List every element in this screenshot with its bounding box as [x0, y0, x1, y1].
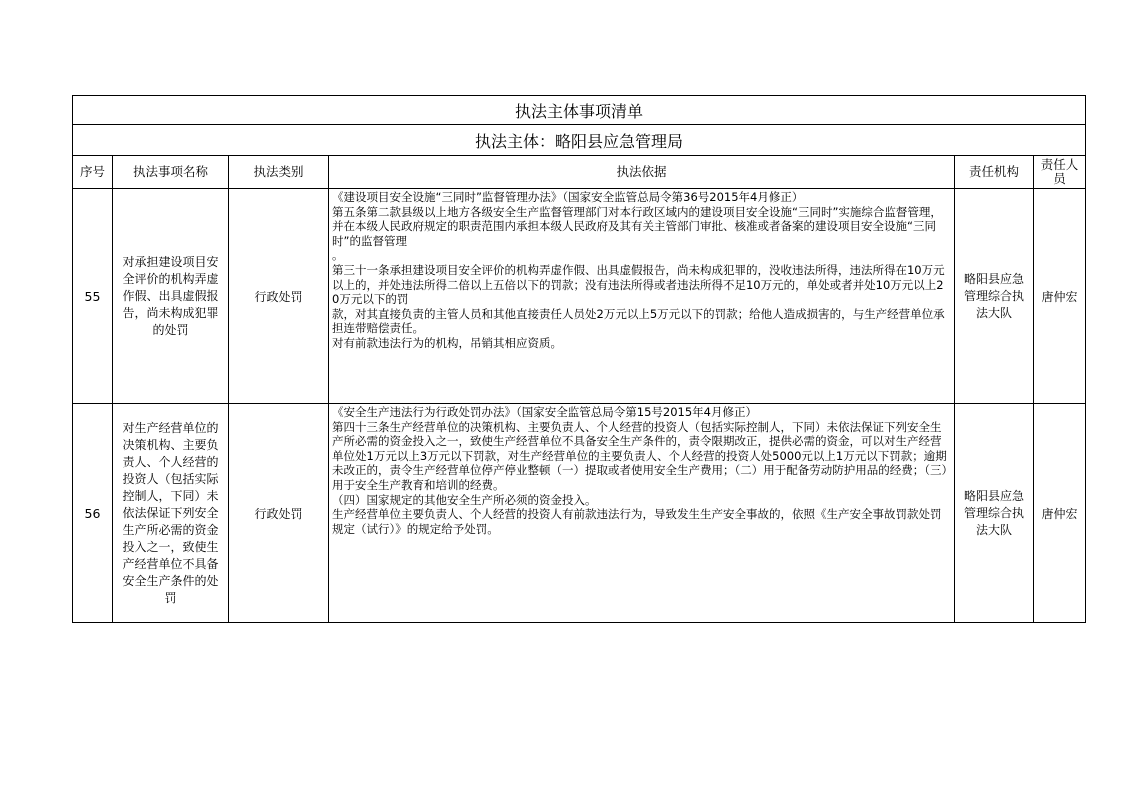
- col-header-name: 执法事项名称: [113, 156, 229, 189]
- responsible-org-cell: [955, 189, 1034, 404]
- header-row: [73, 156, 1086, 189]
- table-row: [73, 189, 1086, 404]
- item-name: 对生产经营单位的决策机构、主要负责人、个人经营的投资人（包括实际控制人，下同）未依法保证下列安全生产所必需的资金投入之一，致使生产经营单位不具备安全生产条件的处罚: [122, 420, 219, 605]
- item-basis-cell: [329, 189, 955, 404]
- table-row: [73, 404, 1086, 623]
- item-name: 对承担建设项目安全评价的机构弄虚作假、出具虚假报告，尚未构成犯罪的处罚: [122, 254, 219, 337]
- basis-paragraph: 第五条第二款县级以上地方各级安全生产监督管理部门对本行政区域内的建设项目安全设施“三同时”实施综合监督管理，并在本级人民政府规定的职责范围内承担本级人民政府及其有关主管部门审批、核准或者备案的建设项目安全设施“三同时”的监督管理: [332, 204, 942, 248]
- basis-paragraph: （四）国家规定的其他安全生产所必须的资金投入。: [332, 492, 597, 507]
- row-number: 55: [73, 189, 113, 404]
- sheet-subtitle: 执法主体：略阳县应急管理局: [73, 125, 1086, 156]
- basis-paragraph: 款，对其直接负责的主管人员和其他直接责任人员处2万元以上5万元以下的罚款；给他人造成损害的，与生产经营单位承担连带赔偿责任。: [332, 306, 945, 336]
- item-category: 行政处罚: [229, 189, 329, 404]
- basis-paragraph: 对有前款违法行为的机构，吊销其相应资质。: [332, 335, 562, 350]
- basis-paragraph: 生产经营单位主要负责人、个人经营的投资人有前款违法行为，导致发生生产安全事故的，依照《生产安全事故罚款处罚规定（试行）》的规定给予处罚。: [332, 507, 942, 536]
- item-name-cell: [113, 404, 229, 623]
- basis-paragraph: 《建设项目安全设施“三同时”监督管理办法》（国家安全监管总局令第36号2015年4月修正）: [332, 190, 804, 204]
- col-header-person: [1034, 156, 1086, 189]
- item-name-cell: [113, 189, 229, 404]
- col-header-category: 执法类别: [229, 156, 329, 189]
- responsible-person: 唐仲宏: [1034, 189, 1086, 404]
- basis-paragraph: 。: [332, 248, 344, 263]
- col-header-org: 责任机构: [955, 156, 1034, 189]
- responsible-org: 略阳县应急管理综合执法大队: [963, 271, 1024, 320]
- basis-paragraph: 第三十一条承担建设项目安全评价的机构弄虚作假、出具虚假报告，尚未构成犯罪的，没收违法所得，违法所得在10万元以上的，并处违法所得二倍以上五倍以下的罚款；没有违法所得或者违法所得不足10万元的，单处或者并处10万元以上20万元以下的罚: [332, 262, 945, 307]
- col-header-person-label: 责任人员: [1040, 157, 1079, 186]
- row-number: 56: [73, 404, 113, 623]
- responsible-org: 略阳县应急管理综合执法大队: [963, 488, 1024, 537]
- item-basis-cell: [329, 404, 955, 623]
- col-header-no: 序号: [73, 156, 113, 189]
- item-category: 行政处罚: [229, 404, 329, 623]
- col-header-basis: 执法依据: [329, 156, 955, 189]
- responsible-org-cell: [955, 404, 1034, 623]
- responsible-person: 唐仲宏: [1034, 404, 1086, 623]
- sheet-title: 执法主体事项清单: [73, 96, 1086, 125]
- enforcement-list-table: [72, 95, 1086, 623]
- basis-paragraph: 第四十三条生产经营单位的决策机构、主要负责人、个人经营的投资人（包括实际控制人，下同）未依法保证下列安全生产所必需的资金投入之一，致使生产经营单位不具备安全生产条件的，责令限期改正，提供必需的资金，可以对生产经营单位处1万元以上3万元以下罚款，对生产经营单位的主要负责人、个人经营的投资人处5000元以上1万元以下罚款；逾期未改正的，责令生产经营单位停产停业整顿（一）提取或者使用安全生产费用；（二）用于配备劳动防护用品的经费；（三）用于安全生产教育和培训的经费。: [332, 419, 948, 492]
- basis-paragraph: 《安全生产违法行为行政处罚办法》（国家安全监管总局令第15号2015年4月修正）: [332, 405, 757, 419]
